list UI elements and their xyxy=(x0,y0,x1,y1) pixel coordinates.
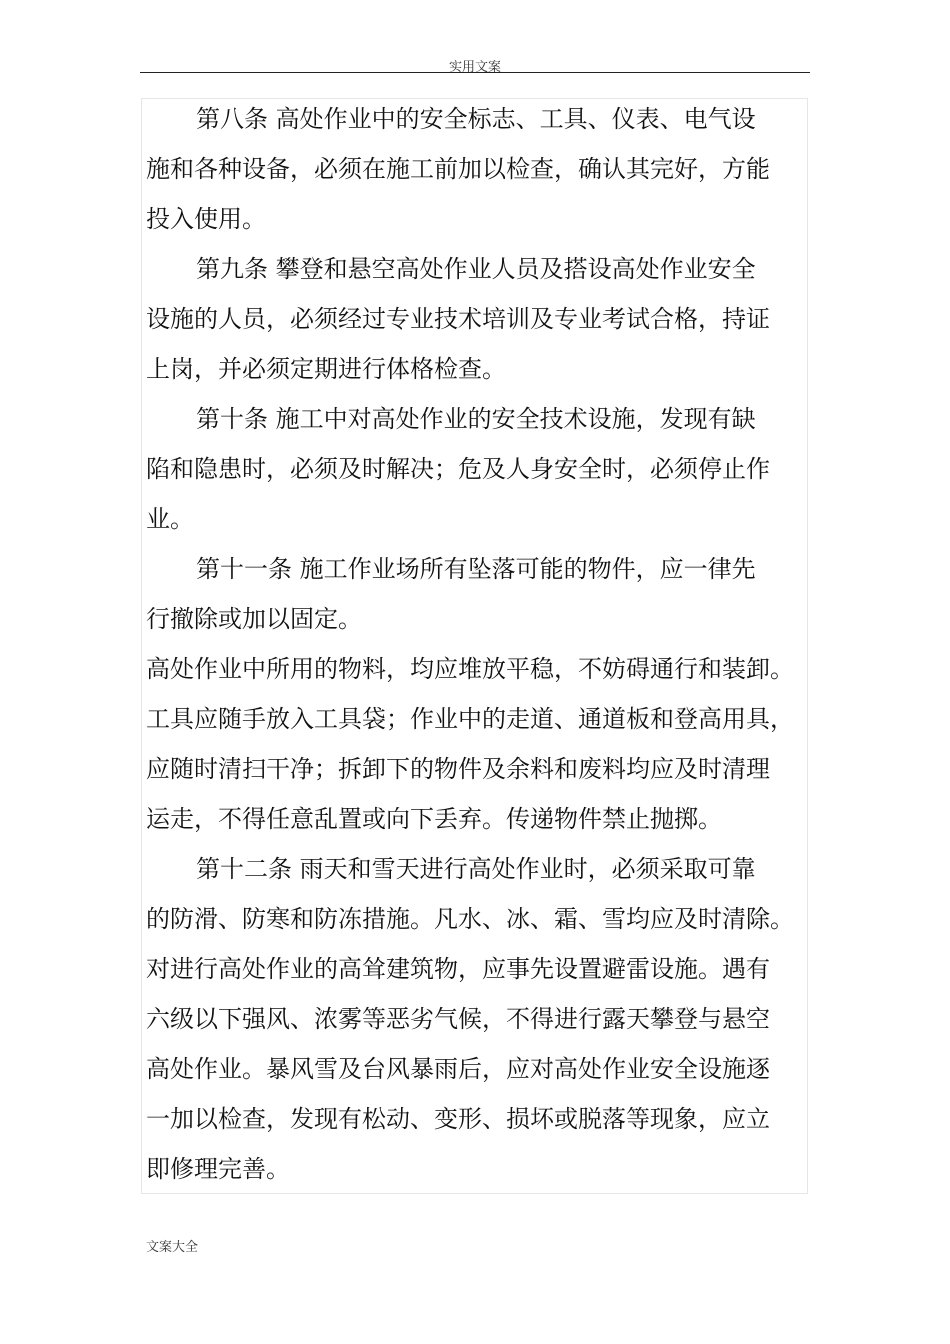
article-10-line-1: 第十条 施工中对高处作业的安全技术设施，发现有缺 xyxy=(196,405,756,433)
article-12-line-5: 高处作业。暴风雪及台风暴雨后，应对高处作业安全设施逐 xyxy=(146,1055,770,1083)
article-10-line-3: 业。 xyxy=(146,505,194,533)
article-12-line-7: 即修理完善。 xyxy=(146,1155,290,1183)
materials-line-1: 高处作业中所用的物料，均应堆放平稳，不妨碍通行和装卸。 xyxy=(146,655,794,683)
page-header-title: 实用文案 xyxy=(448,60,501,75)
materials-line-4: 运走，不得任意乱置或向下丢弃。传递物件禁止抛掷。 xyxy=(146,805,722,833)
article-12-line-6: 一加以检查，发现有松动、变形、损坏或脱落等现象，应立 xyxy=(146,1105,770,1133)
article-11-line-1: 第十一条 施工作业场所有坠落可能的物件，应一律先 xyxy=(196,555,756,583)
article-10-line-2: 陷和隐患时，必须及时解决；危及人身安全时，必须停止作 xyxy=(146,455,770,483)
article-12-line-1: 第十二条 雨天和雪天进行高处作业时，必须采取可靠 xyxy=(196,855,756,883)
article-9-line-3: 上岗，并必须定期进行体格检查。 xyxy=(146,355,506,383)
header-divider xyxy=(140,72,810,73)
article-12-line-2: 的防滑、防寒和防冻措施。凡水、冰、霜、雪均应及时清除。 xyxy=(146,905,794,933)
article-8-line-2: 施和各种设备，必须在施工前加以检查，确认其完好，方能 xyxy=(146,155,770,183)
article-8-line-1: 第八条 高处作业中的安全标志、工具、仪表、电气设 xyxy=(196,105,756,133)
materials-line-3: 应随时清扫干净；拆卸下的物件及余料和废料均应及时清理 xyxy=(146,755,770,783)
article-8-line-3: 投入使用。 xyxy=(146,205,266,233)
article-11-line-2: 行撤除或加以固定。 xyxy=(146,605,362,633)
article-9-line-1: 第九条 攀登和悬空高处作业人员及搭设高处作业安全 xyxy=(196,255,756,283)
article-12-line-4: 六级以下强风、浓雾等恶劣气候，不得进行露天攀登与悬空 xyxy=(146,1005,770,1033)
article-12-line-3: 对进行高处作业的高耸建筑物，应事先设置避雷设施。遇有 xyxy=(146,955,770,983)
materials-line-2: 工具应随手放入工具袋；作业中的走道、通道板和登高用具， xyxy=(146,705,794,733)
article-9-line-2: 设施的人员，必须经过专业技术培训及专业考试合格，持证 xyxy=(146,305,770,333)
page-footer-text: 文案大全 xyxy=(146,1240,199,1255)
